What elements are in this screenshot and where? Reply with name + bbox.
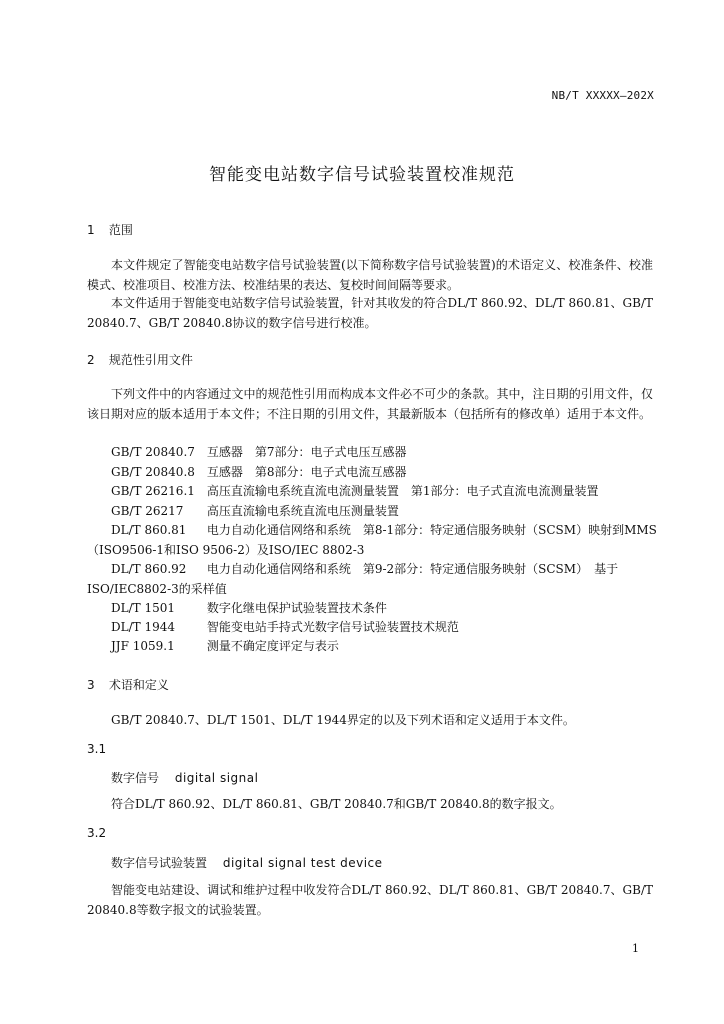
term-3-1-definition: 符合DL/T 860.92、DL/T 860.81、GB/T 20840.7和GB/T 20840.8的数字报文。 xyxy=(111,797,562,811)
reference-title: 互感器 第7部分：电子式电压互感器 xyxy=(206,445,407,459)
reference-title: 数字化继电保护试验装置技术条件 xyxy=(206,601,387,615)
reference-title: 高压直流输电系统直流电压测量装置 xyxy=(206,504,399,518)
term-3-2-name xyxy=(111,854,383,871)
document-title: 智能变电站数字信号试验装置校准规范 xyxy=(209,165,515,185)
reference-code: GB/T 20840.8 xyxy=(111,465,195,479)
term-3-1-name xyxy=(111,769,258,786)
term-number: 3.2 xyxy=(87,826,107,840)
reference-code: GB/T 26217 xyxy=(111,504,184,518)
reference-item xyxy=(111,482,656,502)
reference-code: GB/T 20840.7 xyxy=(111,445,195,459)
reference-code: DL/T 1501 xyxy=(111,601,175,615)
reference-code: JJF 1059.1 xyxy=(111,639,175,653)
term-3-2-number xyxy=(87,826,106,840)
reference-title: 电力自动化通信网络和系统 第9-2部分：特定通信服务映射（SCSM） 基于 xyxy=(206,562,619,576)
term-english: digital signal xyxy=(174,771,259,785)
section-3-paragraph-1: GB/T 20840.7、DL/T 1501、DL/T 1944界定的以及下列术语和定义适用于本文件。 xyxy=(111,713,575,727)
term-3-1-number xyxy=(87,742,106,756)
reference-title: 测量不确定度评定与表示 xyxy=(206,639,339,653)
reference-continuation: （ISO9506-1和ISO 9506-2）及ISO/IEC 8802-3 xyxy=(87,543,365,557)
reference-item xyxy=(111,463,656,483)
section-number: 1 xyxy=(87,223,95,237)
reference-code: DL/T 860.81 xyxy=(111,523,187,537)
reference-title: 高压直流输电系统直流电流测量装置 第1部分：电子式直流电流测量装置 xyxy=(206,484,599,498)
reference-item xyxy=(111,521,656,541)
reference-title: 电力自动化通信网络和系统 第8-1部分：特定通信服务映射（SCSM）映射到MMS xyxy=(206,523,657,537)
reference-item xyxy=(111,599,656,619)
reference-code: DL/T 1944 xyxy=(111,620,175,634)
reference-item xyxy=(111,443,656,463)
section-title: 范围 xyxy=(108,223,133,237)
document-number: NB/T XXXXX—202X xyxy=(551,89,654,102)
reference-item xyxy=(111,502,656,522)
reference-item xyxy=(111,637,656,657)
page-number: 1 xyxy=(632,942,639,955)
section-number: 2 xyxy=(87,353,95,367)
reference-item xyxy=(111,618,656,638)
term-chinese: 数字信号试验装置 xyxy=(111,856,208,870)
section-1-heading xyxy=(87,221,133,238)
section-title: 规范性引用文件 xyxy=(108,353,193,367)
reference-code: DL/T 860.92 xyxy=(111,562,187,576)
section-2-paragraph-1: 下列文件中的内容通过文中的规范性引用而构成本文件必不可少的条款。其中，注日期的引用文件，仅该日期对应的版本适用于本文件；不注日期的引用文件，其最新版本（包括所有的修改单）适用于本文件。 xyxy=(87,387,653,421)
reference-continuation: ISO/IEC8802-3的采样值 xyxy=(87,582,227,596)
section-1-paragraph-2: 本文件适用于智能变电站数字信号试验装置，针对其收发的符合DL/T 860.92、DL/T 860.81、GB/T 20840.7、GB/T 20840.8协议的数字信号进行校准。 xyxy=(87,296,653,330)
section-title: 术语和定义 xyxy=(108,678,169,692)
section-1-paragraph-1: 本文件规定了智能变电站数字信号试验装置(以下简称数字信号试验装置)的术语定义、校准条件、校准模式、校准项目、校准方法、校准结果的表达、复校时间间隔等要求。 xyxy=(87,258,653,292)
reference-title: 智能变电站手持式光数字信号试验装置技术规范 xyxy=(206,620,459,634)
section-number: 3 xyxy=(87,678,95,692)
reference-title: 互感器 第8部分：电子式电流互感器 xyxy=(206,465,407,479)
term-chinese: 数字信号 xyxy=(111,771,160,785)
term-number: 3.1 xyxy=(87,742,107,756)
term-english: digital signal test device xyxy=(222,856,383,870)
reference-code: GB/T 26216.1 xyxy=(111,484,195,498)
reference-item xyxy=(111,560,656,580)
section-3-heading xyxy=(87,676,169,693)
term-3-2-definition: 智能变电站建设、调试和维护过程中收发符合DL/T 860.92、DL/T 860.81、GB/T 20840.7、GB/T 20840.8等数字报文的试验装置。 xyxy=(87,883,653,917)
section-2-heading xyxy=(87,351,193,368)
